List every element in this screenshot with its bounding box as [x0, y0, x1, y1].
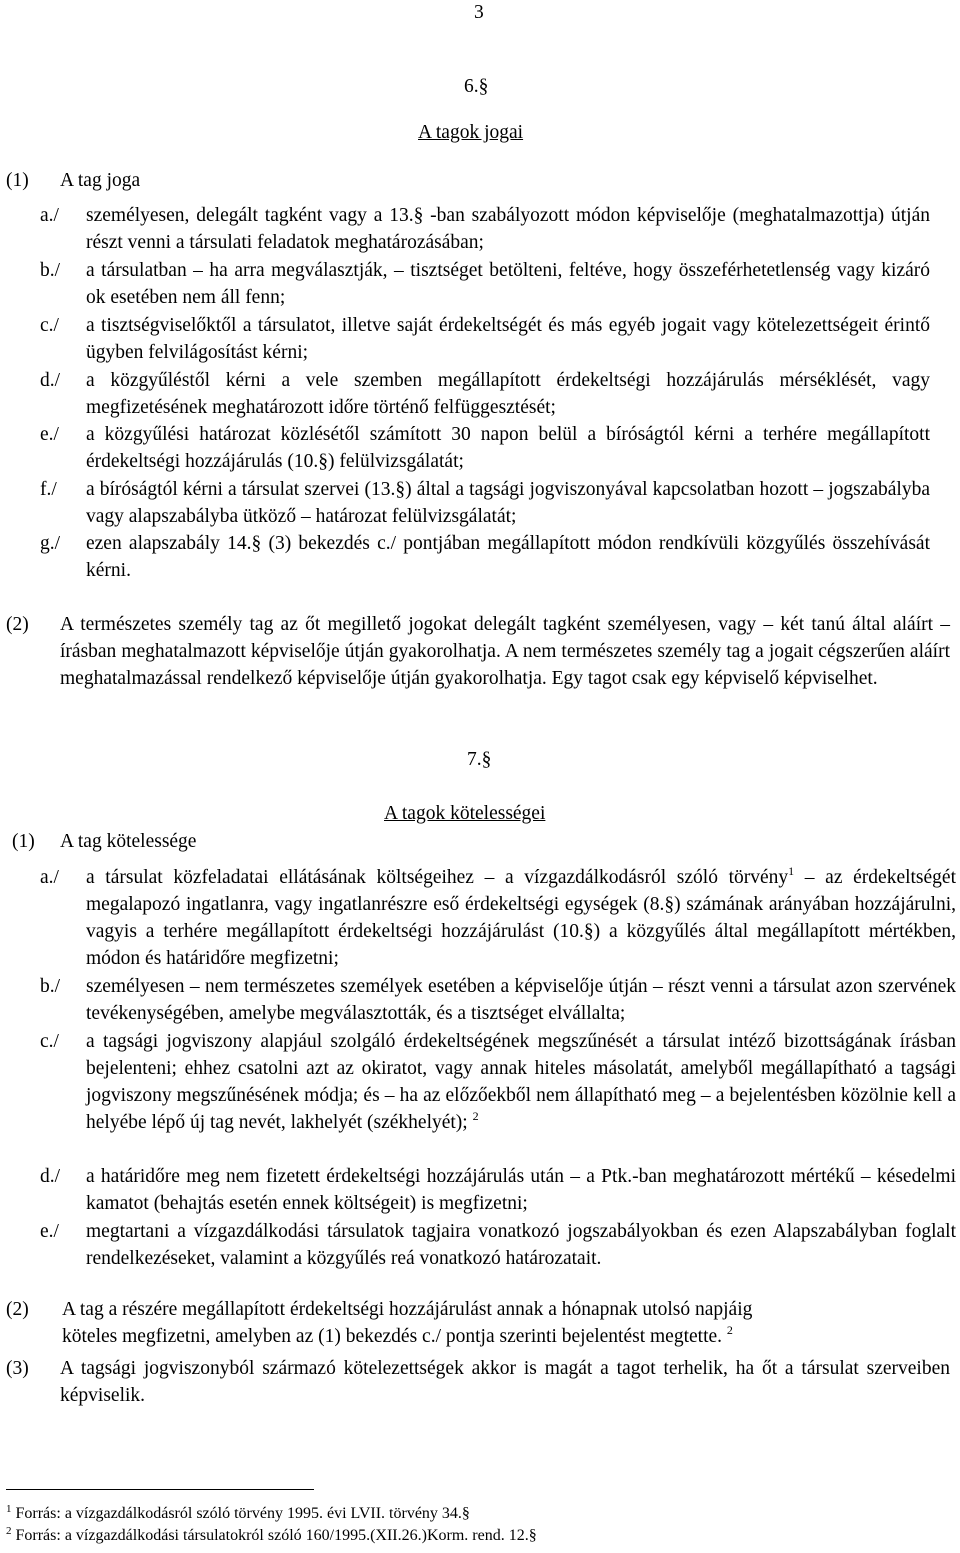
item-text: személyesen, delegált tagként vagy a 13.§ -ban szabályozott módon képviselője (meghatalmazottja) útján részt venni a társulati feladatok meghatározásában; — [86, 205, 930, 253]
section-6-number: 6.§ — [464, 76, 489, 97]
section-7-p1-heading: A tag kötelessége — [60, 831, 197, 852]
item-text: a közgyűléstől kérni a vele szemben megállapított érdekeltségi hozzájárulás mérséklését, vagy megfizetésének meghatározott időre történő felfüggesztését; — [86, 370, 930, 418]
item-text: a határidőre meg nem fizetett érdekeltségi hozzájárulás után – a Ptk.-ban meghatározott mértékű – késedelmi kamatot (behajtás esetén ennek költségeit) is megfizetni; — [86, 1166, 956, 1214]
paragraph-label: (2) — [6, 1299, 29, 1320]
paragraph-line-2-text: köteles megfizetni, amelyben az (1) bekezdés c./ pontja szerinti bejelentést megtette. — [62, 1326, 723, 1347]
page-number: 3 — [474, 2, 484, 23]
item-label: e./ — [40, 1221, 59, 1242]
paragraph-text: A tagsági jogviszonyból származó kötelezettségek akkor is magát a tagot terhelik, ha őt a társulat szerveiben képviselik. — [60, 1358, 950, 1406]
item-text: ezen alapszabály 14.§ (3) bekezdés c./ pontjában megállapított módon rendkívüli közgyűlés összehívását kérni. — [86, 533, 930, 581]
section-7-number: 7.§ — [467, 749, 492, 770]
item-text: megtartani a vízgazdálkodási társulatok tagjaira vonatkozó jogszabályokban és ezen Alapszabályban foglalt rendelkezéseket, valamint a közgyűlés reá vonatkozó határozatait. — [86, 1221, 956, 1269]
section-7-p1-label: (1) — [12, 831, 35, 852]
paragraph-label: (2) — [6, 614, 29, 635]
item-label: g./ — [40, 533, 61, 554]
item-text-part-2: – az érdekeltségét megalapozó ingatlanra, vagy ingatlanrészre eső érdekeltségi egységek (8.§) számának arányában hozzájárulni, vagyis a terhére megállapított érdekeltségi hozzájárulást (10.§) a közgyűlés által megállapított mértékben, módon és határidőre megfizetni; — [86, 867, 956, 969]
item-text: a közgyűlési határozat közlésétől számított 30 napon belül a bíróságtól kérni a terhére megállapított érdekeltségi hozzájárulás (10.§) felülvizsgálatát; — [86, 424, 930, 472]
item-text-part-1: a társulat közfeladatai ellátásának költségeihez – a vízgazdálkodásról szóló törvény — [86, 867, 789, 888]
footnote-number: 2 — [6, 1525, 12, 1537]
paragraph-label: (3) — [6, 1358, 29, 1379]
item-text — [86, 864, 956, 972]
item-label: d./ — [40, 370, 61, 391]
item-label: c./ — [40, 315, 59, 336]
section-6-title: A tagok jogai — [418, 122, 524, 143]
section-7-title: A tagok kötelességei — [384, 803, 546, 824]
item-text: személyesen – nem természetes személyek esetében a képviselője útján – részt venni a társulat azon szervének tevékenységében, amelybe megválasztották, és a tisztséget elvállalta; — [86, 976, 956, 1024]
footnote-text: Forrás: a vízgazdálkodási társulatokról szóló 160/1995.(XII.26.)Korm. rend. 12.§ — [15, 1527, 537, 1544]
footnote-ref-1: 1 — [788, 864, 795, 878]
paragraph-line-1: A tag a részére megállapított érdekeltségi hozzájárulást annak a hónapnak utolsó napjáig — [62, 1299, 753, 1320]
footnote-number: 1 — [6, 1503, 12, 1515]
footnote-ref-2: 2 — [726, 1323, 733, 1337]
item-label: a./ — [40, 867, 59, 888]
item-label: e./ — [40, 424, 59, 445]
item-label: a./ — [40, 205, 59, 226]
footnote-separator — [6, 1489, 314, 1490]
section-6-p1-label: (1) — [6, 170, 29, 191]
item-label: b./ — [40, 976, 61, 997]
item-text: a társulatban – ha arra megválasztják, – tisztséget betölteni, feltéve, hogy összeférhetetlenség vagy kizáró ok esetében nem áll fenn; — [86, 260, 930, 308]
paragraph-text: A természetes személy tag az őt megillető jogokat delegált tagként személyesen, vagy – két tanú által aláírt – írásban meghatalmazott képviselője útján gyakorolhatja. A nem természetes személy tag a jogait cégszerűen aláírt meghatalmazással rendelkező képviselője útján gyakorolhatja. Egy tagot csak egy képviselő képviselhet. — [60, 614, 950, 689]
footnote-ref-2: 2 — [472, 1109, 479, 1123]
section-6-p1-heading: A tag joga — [60, 170, 141, 191]
item-text: a tisztségviselőktől a társulatot, illetve saját érdekeltségét és más egyéb jogait vagy kötelezettségeit érintő ügyben felvilágosítást kérni; — [86, 315, 930, 363]
item-label: b./ — [40, 260, 61, 281]
item-text-body: a tagsági jogviszony alapjául szolgáló érdekeltségének megszűnését a társulat intéző bizottságának írásban bejelenteni; ehhez csatolni azt az okiratot, vagy annak hiteles másolatát, amelyből megállapítható a tagsági jogviszony megszűnésének módja; és – ha az előzőekből nem állapítható meg – a bejelentésben közölnie kell a helyébe lépő új tag nevét, lakhelyét (székhelyét); — [86, 1031, 956, 1133]
item-text — [86, 1028, 956, 1136]
item-text: a bíróságtól kérni a társulat szervei (13.§) által a tagsági jogviszonyával kapcsolatban hozott – jogszabályba vagy alapszabályba ütköző – határozat felülvizsgálatát; — [86, 479, 930, 527]
item-label: c./ — [40, 1031, 59, 1052]
footnote-1 — [6, 1505, 470, 1523]
footnote-2 — [6, 1527, 537, 1545]
paragraph-line-2 — [62, 1323, 733, 1348]
item-label: d./ — [40, 1166, 61, 1187]
item-label: f./ — [40, 479, 57, 500]
footnote-text: Forrás: a vízgazdálkodásról szóló törvény 1995. évi LVII. törvény 34.§ — [15, 1505, 470, 1522]
